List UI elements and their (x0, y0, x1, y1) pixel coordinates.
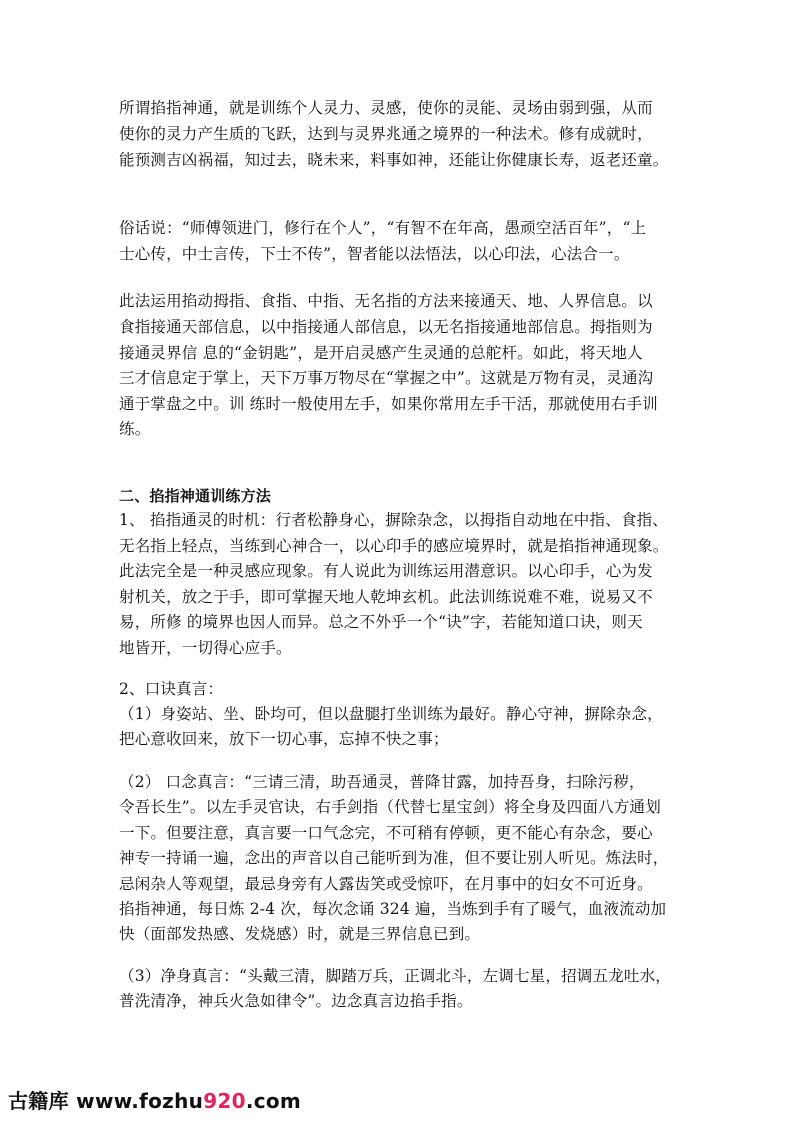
site-watermark (8, 1088, 301, 1114)
paragraph-3-line-6: 练。 (119, 420, 151, 438)
paragraph-2-line-1: 俗话说：“师傅领进门，修行在个人”，“有智不在年高，愚顽空活百年”，“上 (119, 219, 647, 237)
item-2-1-line-2: 把心意收回来，放下一切心事，忘掉不快之事； (119, 730, 449, 748)
item-2-3-line-2: 普洗清净，神兵火急如律令”。边念真言边掐手指。 (119, 992, 473, 1010)
paragraph-1-line-1: 所谓掐指神通，就是训练个人灵力、灵感，使你的灵能、灵场由弱到强，从而 (119, 99, 653, 117)
site-url-number: 920 (203, 1089, 246, 1113)
paragraph-3-line-3: 接通灵界信 息的“金钥匙”，是开启灵感产生灵通的总舵杆。如此，将天地人 (119, 344, 643, 362)
item-2-2-line-5: 忌闲杂人等观望，最忌身旁有人露齿笑或受惊吓，在月事中的妇女不可近身。 (119, 875, 653, 893)
paragraph-3-line-5: 通于掌盘之中。训 练时一般使用左手，如果你常用左手干活，那就使用右手训 (119, 395, 658, 413)
item-1-line-2: 无名指上轻点，当练到心神合一，以心印手的感应境界时，就是掐指神通现象。 (119, 537, 669, 555)
paragraph-1-line-2: 使你的灵力产生质的飞跃，达到与灵界兆通之境界的一种法术。修有成就时， (119, 125, 653, 143)
site-name: 古籍库 (8, 1089, 69, 1113)
item-2-title: 2、口诀真言： (119, 680, 224, 698)
item-2-3-line-1: （3）净身真言：“头戴三清，脚踏万兵，正调北斗，左调七星，招调五龙吐水， (119, 967, 671, 985)
item-2-2-line-3: 一下。但要注意，真言要一口气念完，不可稍有停顿，更不能心有杂念，要心 (119, 824, 653, 842)
paragraph-3-line-4: 三才信息定于掌上，天下万事万物尽在“掌握之中”。这就是万物有灵，灵通沟 (119, 369, 654, 387)
item-1-line-4: 射机关，放之于手，即可掌握天地人乾坤玄机。此法训练说难不难，说易又不 (119, 588, 653, 606)
item-2-2-line-6: 掐指神通，每日炼 2-4 次，每次念诵 324 遍，当炼到手有了暖气，血液流动加 (119, 900, 667, 918)
item-2-2-line-2: 令吾长生”。以左手灵官诀，右手剑指（代替七星宝剑）将全身及四面八方通划 (119, 798, 661, 816)
item-1-line-6: 地皆开，一切得心应手。 (119, 639, 292, 657)
paragraph-2-line-2: 士心传，中士言传，下士不传”，智者能以法悟法，以心印法，心法合一。 (119, 245, 630, 263)
item-1-line-5: 易，所修 的境界也因人而异。总之不外乎一个“诀”字，若能知道口诀，则天 (119, 613, 643, 631)
item-1-line-1: 1、 掐指通灵的时机：行者松静身心，摒除杂念，以拇指自动地在中指、食指、 (119, 511, 668, 529)
site-url-prefix: www.fozhu (68, 1089, 204, 1113)
paragraph-3-line-1: 此法运用掐动拇指、食指、中指、无名指的方法来接通天、地、人界信息。以 (119, 292, 653, 310)
item-2-2-line-1: （2） 口念真言：“三请三清，助吾通灵，普降甘露，加持吾身，扫除污秽， (119, 773, 645, 791)
site-url-suffix: .com (245, 1089, 302, 1113)
item-2-1-line-1: （1）身姿站、坐、卧均可，但以盘腿打坐训练为最好。静心守神，摒除杂念， (119, 705, 663, 723)
item-1-line-3: 此法完全是一种灵感应现象。有人说此为训练运用潜意识。以心印手，心为发 (119, 562, 653, 580)
paragraph-3-line-2: 食指接通天部信息，以中指接通人部信息，以无名指接通地部信息。拇指则为 (119, 318, 653, 336)
section-heading: 二、掐指神通训练方法 (119, 487, 272, 505)
paragraph-1-line-3: 能预测吉凶祸福，知过去，晓未来，料事如神，还能让你健康长寿，返老还童。 (119, 151, 669, 169)
item-2-2-line-4: 神专一持诵一遍，念出的声音以自己能听到为准，但不要让别人听见。炼法时， (119, 849, 669, 867)
item-2-2-line-7: 快（面部发热感、发烧感）时，就是三界信息已到。 (119, 925, 481, 943)
